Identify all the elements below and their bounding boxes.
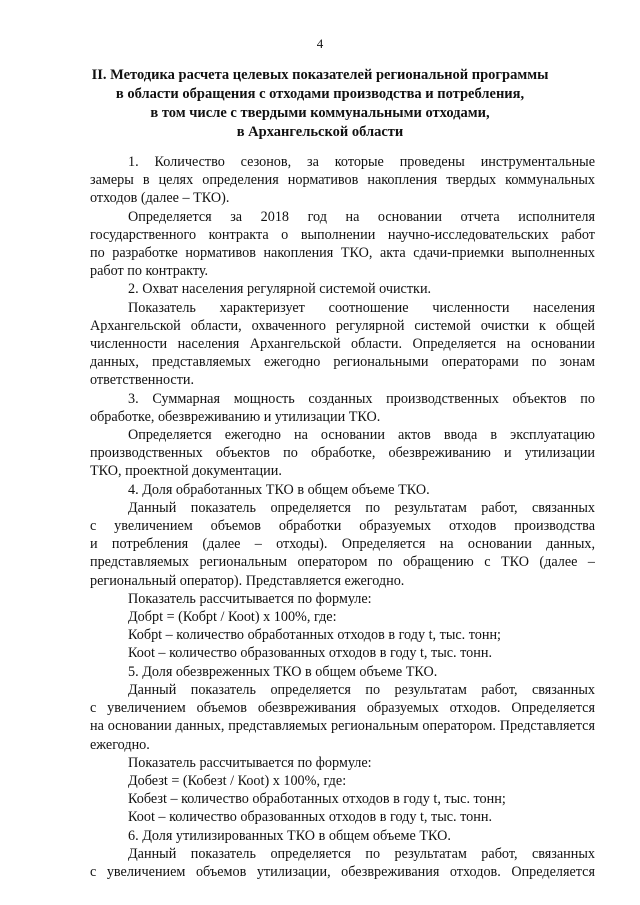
text-line: Добрt = (Кобрt / Коot) x 100%, где:	[128, 609, 337, 626]
text-line: Кобрt – количество обработанных отходов в году t, тыс. тонн;	[128, 627, 501, 644]
text-line: Кобезt – количество обработанных отходов в году t, тыс. тонн;	[128, 791, 506, 808]
text-line: Данный показатель определяется по результатам работ, связанных	[128, 681, 595, 698]
text-line: с увеличением объемов обработки образуемых отходов производства	[90, 518, 595, 535]
section-heading	[90, 66, 550, 142]
heading-line-3: в том числе с твердыми коммунальными отходами,	[150, 105, 490, 121]
text-line: 1. Количество сезонов, за которые проведены инструментальные	[128, 154, 595, 170]
text-line: работ по контракту.	[90, 263, 209, 280]
text-line: замеры в целях определения нормативов накопления твердых коммунальных	[90, 172, 595, 189]
text-line: Показатель рассчитывается по формуле:	[128, 754, 372, 771]
text-line: ответственности.	[90, 372, 195, 389]
text-line: Показатель рассчитывается по формуле:	[128, 590, 372, 607]
heading-line-4: в Архангельской области	[236, 124, 404, 140]
text-line: численности населения Архангельской области. Определяется на основании	[90, 336, 595, 353]
text-line: с увеличением объемов обезвреживания образуемых отходов. Определяется	[90, 700, 595, 717]
body-text	[90, 153, 595, 881]
text-line: государственного контракта о выполнении научно-исследовательских работ	[90, 226, 595, 243]
text-line: с увеличением объемов утилизации, обезвреживания отходов. Определяется	[90, 863, 595, 880]
text-line: Определяется ежегодно на основании актов ввода в эксплуатацию	[128, 427, 595, 444]
text-line: представляемых региональным оператором по обращению с ТКО (далее –	[90, 554, 595, 571]
text-line: данных, представляемых ежегодно региональными операторами по зонам	[90, 354, 595, 371]
text-line: 5. Доля обезвреженных ТКО в общем объеме ТКО.	[128, 663, 438, 680]
text-line: на основании данных, представляемых региональным оператором. Представляется	[90, 718, 595, 735]
text-line: Данный показатель определяется по результатам работ, связанных	[128, 499, 595, 516]
text-line: производственных объектов по обработке, обезвреживанию и утилизации	[90, 445, 595, 462]
text-line: 2. Охват населения регулярной системой очистки.	[128, 281, 432, 298]
text-line: Определяется за 2018 год на основании отчета исполнителя	[128, 208, 595, 225]
text-line: Коot – количество образованных отходов в году t, тыс. тонн.	[128, 645, 492, 662]
text-line: Архангельской области, охваченного регулярной системой очистки к общей	[90, 317, 595, 334]
text-line: Коot – количество образованных отходов в году t, тыс. тонн.	[128, 809, 492, 826]
text-line: по разработке нормативов накопления ТКО, акта сдачи-приемки выполненных	[90, 245, 595, 262]
text-line: Показатель характеризует соотношение численности населения	[128, 299, 595, 316]
text-line: отходов (далее – ТКО).	[90, 190, 230, 207]
text-line: 3. Суммарная мощность созданных производственных объектов по	[128, 390, 595, 407]
heading-line-2: в области обращения с отходами производства и потребления,	[115, 86, 525, 102]
heading-line-1: II. Методика расчета целевых показателей региональной программы	[91, 67, 549, 83]
text-line: 4. Доля обработанных ТКО в общем объеме ТКО.	[128, 481, 430, 498]
text-line: обработке, обезвреживанию и утилизации ТКО.	[90, 408, 381, 425]
text-line: Добезt = (Кобезt / Коot) x 100%, где:	[128, 772, 347, 789]
text-line: ТКО, проектной документации.	[90, 463, 282, 480]
text-line: ежегодно.	[90, 736, 150, 753]
text-line: и потребления (далее – отходы). Определяется на основании данных,	[90, 536, 595, 553]
text-line: Данный показатель определяется по результатам работ, связанных	[128, 845, 595, 862]
text-line: региональный оператор). Представляется ежегодно.	[90, 572, 405, 589]
text-line: 6. Доля утилизированных ТКО в общем объеме ТКО.	[128, 827, 451, 844]
page-number: 4	[316, 36, 324, 51]
